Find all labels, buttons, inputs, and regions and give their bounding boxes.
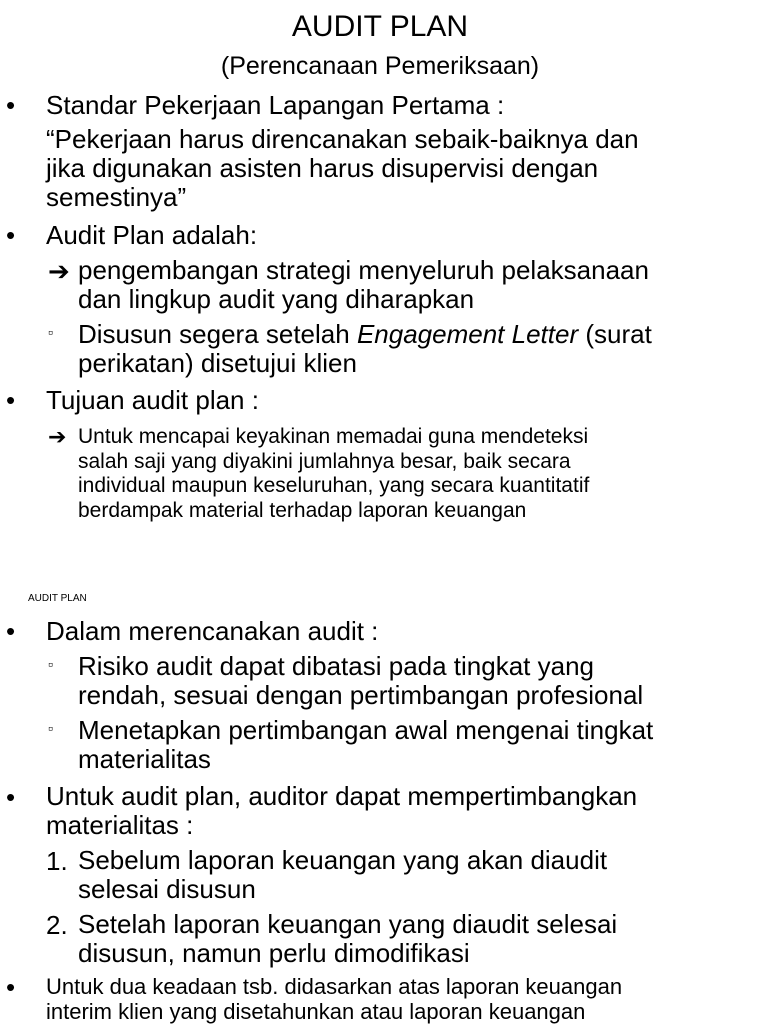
- slide-header-label: AUDIT PLAN: [28, 593, 87, 604]
- arrow-item-line: dan lingkup audit yang diharapkan: [78, 284, 475, 314]
- tujuan-line: salah saji yang diyakini jumlahnya besar, baik secara: [78, 449, 571, 473]
- numbered-item: [78, 846, 607, 904]
- square-bullet-icon: ▫: [48, 324, 53, 340]
- bullet-marker: •: [6, 90, 16, 120]
- arrow-icon: ➔: [48, 256, 70, 286]
- square-item-prefix: Disusun segera setelah: [78, 319, 357, 349]
- bullet-line: Untuk audit plan, auditor dapat mempertimbangkan: [46, 781, 638, 811]
- square-item-line: Menetapkan pertimbangan awal mengenai tingkat: [78, 715, 654, 745]
- bullet-marker: •: [6, 385, 16, 415]
- engagement-letter-text: Engagement Letter: [356, 319, 579, 349]
- bullet-standar-text: Standar Pekerjaan Lapangan Pertama :: [46, 90, 505, 120]
- numbered-item-line: Sebelum laporan keuangan yang akan diaudit: [78, 845, 608, 875]
- bullet-marker: •: [6, 972, 16, 1002]
- square-item-line: [78, 320, 652, 349]
- tujuan-line: Untuk mencapai keyakinan memadai guna mendeteksi: [78, 425, 589, 448]
- square-item: [78, 320, 652, 378]
- square-item: [78, 716, 653, 774]
- bullet-line: interim klien yang disetahunkan atau laporan keuangan: [46, 999, 586, 1024]
- bullet-audit-plan-text: Audit Plan adalah:: [46, 220, 258, 250]
- tujuan-line: individual maupun keseluruhan, yang secara kuantitatif: [78, 474, 590, 497]
- numbered-item: [78, 910, 617, 968]
- square-item-line: Risiko audit dapat dibatasi pada tingkat yang: [78, 651, 595, 681]
- tujuan-line: berdampak material terhadap laporan keuangan: [78, 498, 527, 522]
- bullet-untuk-audit-plan: [46, 782, 637, 840]
- square-item-line: materialitas: [78, 744, 211, 774]
- bullet-marker: •: [6, 616, 16, 646]
- bullet-tujuan-text: Tujuan audit plan :: [46, 385, 259, 415]
- standar-quote: [46, 125, 639, 212]
- square-item-line: perikatan) disetujui klien: [78, 348, 357, 378]
- slide-subtitle: (Perencanaan Pemeriksaan): [220, 52, 540, 80]
- square-item-suffix: (surat: [578, 319, 652, 349]
- numbered-item-line: Setelah laporan keuangan yang diaudit selesai: [78, 909, 618, 939]
- arrow-item: [78, 256, 649, 314]
- square-item-line: rendah, sesuai dengan pertimbangan profesional: [78, 680, 644, 710]
- bullet-dalam-text: Dalam merencanakan audit :: [46, 616, 379, 646]
- quote-line: jika digunakan asisten harus disupervisi dengan: [46, 153, 599, 183]
- arrow-icon: ➔: [48, 424, 67, 449]
- slide-title: AUDIT PLAN: [291, 10, 469, 43]
- bullet-line: materialitas :: [46, 810, 194, 840]
- list-number: 2.: [46, 910, 68, 940]
- square-item: [78, 652, 643, 710]
- arrow-item-line: pengembangan strategi menyeluruh pelaksanaan: [78, 255, 649, 285]
- bullet-untuk-dua-keadaan: [46, 974, 746, 1024]
- bullet-marker: •: [6, 782, 16, 812]
- numbered-item-line: selesai disusun: [78, 874, 256, 904]
- bullet-marker: •: [6, 220, 16, 250]
- quote-line: semestinya”: [46, 182, 187, 212]
- numbered-item-line: disusun, namun perlu dimodifikasi: [78, 938, 470, 968]
- tujuan-arrow-item: [78, 425, 758, 523]
- list-number: 1.: [46, 846, 68, 876]
- bullet-line: Untuk dua keadaan tsb. didasarkan atas laporan keuangan: [46, 974, 623, 999]
- square-bullet-icon: ▫: [48, 720, 53, 736]
- square-bullet-icon: ▫: [48, 656, 53, 672]
- quote-line: “Pekerjaan harus direncanakan sebaik-baiknya dan: [46, 124, 639, 154]
